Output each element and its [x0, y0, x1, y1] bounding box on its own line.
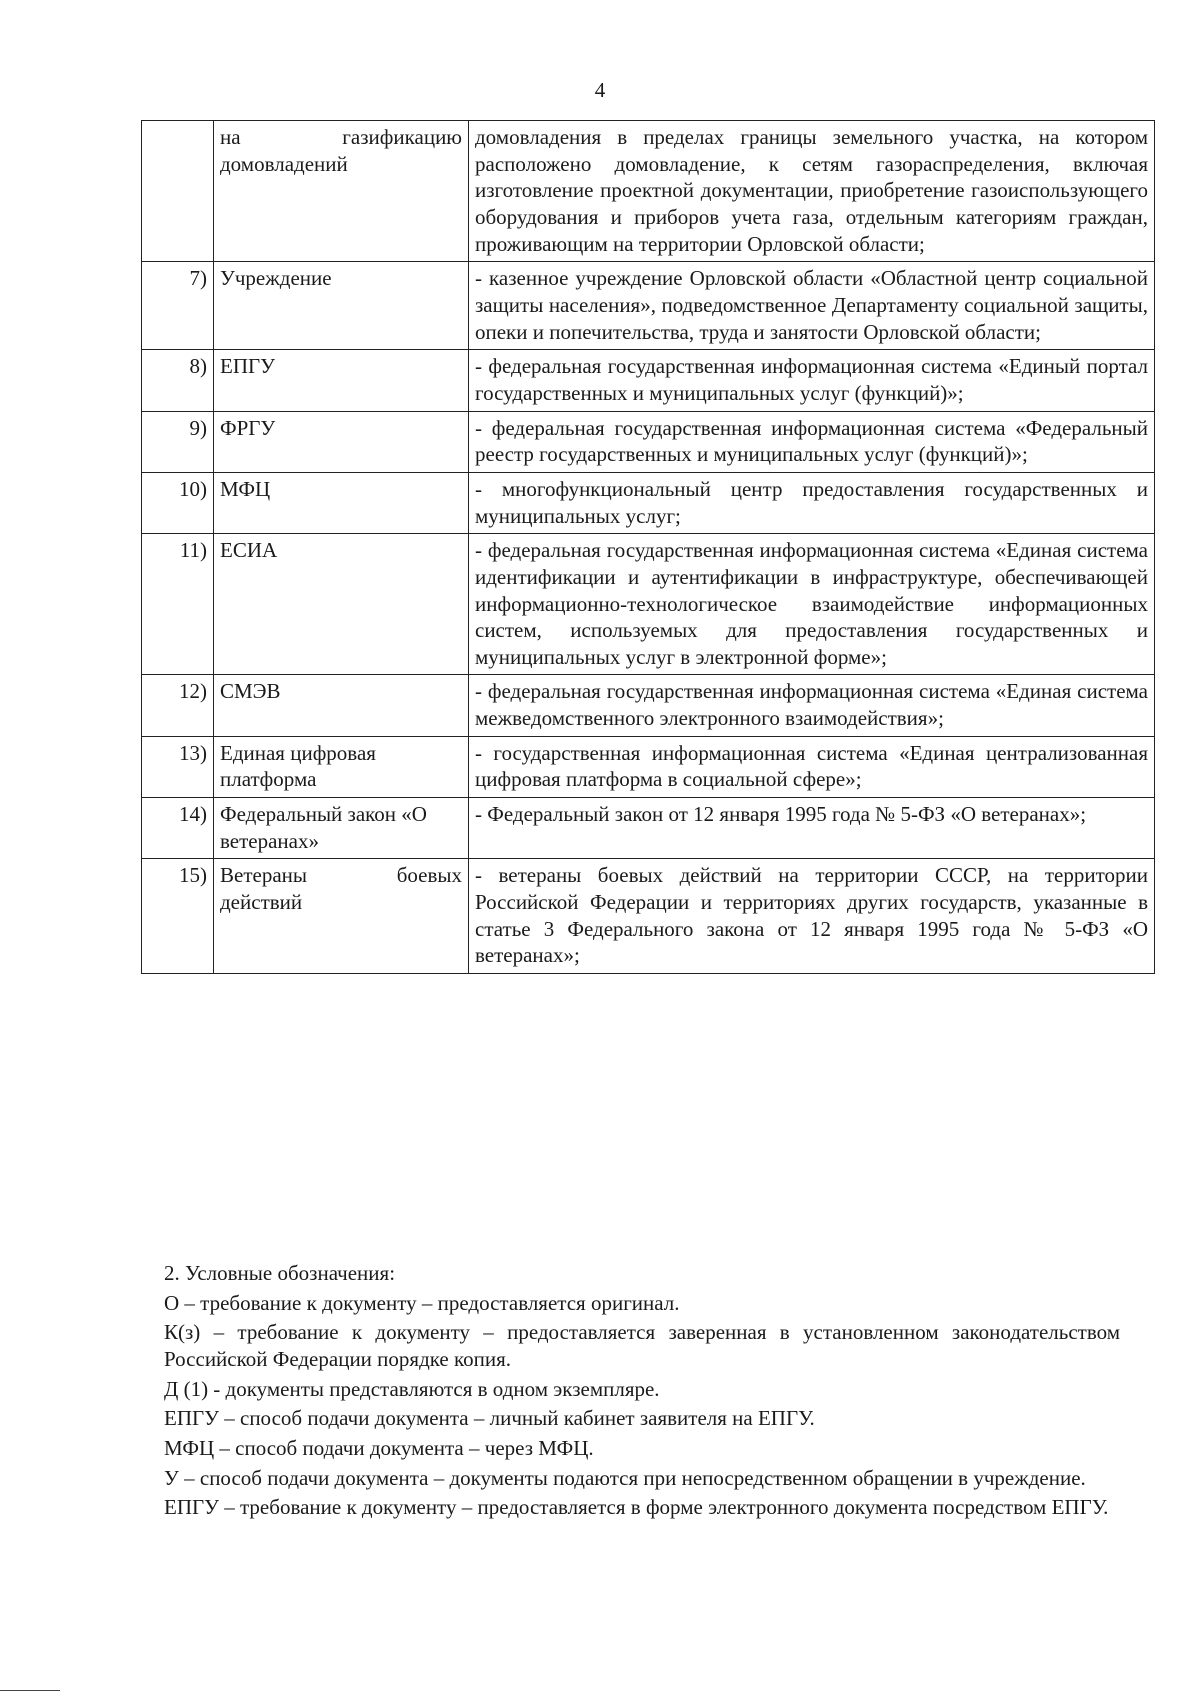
row-term: ЕПГУ — [214, 350, 469, 411]
row-term: ЕСИА — [214, 534, 469, 675]
legend-notes — [164, 1260, 1120, 1524]
table-row — [142, 859, 1155, 974]
row-term: МФЦ — [214, 472, 469, 533]
row-number: 8) — [142, 350, 214, 411]
note-item: К(з) – требование к документу – предоставляется заверенная в установленном законодательством Российской Федерации порядке копия. — [164, 1320, 1120, 1371]
row-number: 14) — [142, 798, 214, 859]
row-number: 15) — [142, 859, 214, 974]
table-row — [142, 121, 1155, 262]
row-term: Единая цифровая платформа — [214, 736, 469, 797]
row-number: 13) — [142, 736, 214, 797]
row-definition: - государственная информационная система «Единая централизованная цифровая платформа в социальной сфере»; — [469, 736, 1155, 797]
note-item: У – способ подачи документа – документы подаются при непосредственном обращении в учреждение. — [164, 1465, 1086, 1490]
definitions-table — [141, 120, 1155, 974]
page-number: 4 — [594, 78, 606, 102]
row-definition: - ветераны боевых действий на территории СССР, на территории Российской Федерации и территориях других государств, указанные в статье 3 Федерального закона от 12 января 1995 года № 5-ФЗ «О ветеранах»; — [469, 859, 1155, 974]
footer-divider — [0, 1690, 60, 1691]
table-row — [142, 262, 1155, 350]
row-number: 12) — [142, 675, 214, 736]
row-number — [142, 121, 214, 262]
table-row — [142, 411, 1155, 472]
row-definition: - федеральная государственная информационная система «Единый портал государственных и муниципальных услуг (функций)»; — [469, 350, 1155, 411]
note-item: О – требование к документу – предоставляется оригинал. — [164, 1290, 680, 1315]
note-item: МФЦ – способ подачи документа – через МФЦ. — [164, 1435, 594, 1460]
note-item: Д (1) - документы представляются в одном экземпляре. — [164, 1376, 660, 1401]
row-definition: - федеральная государственная информационная система «Единая система идентификации и аутентификации в инфраструктуре, обеспечивающей информационно-технологическое взаимодействие информационных систем, используемых для предоставления государственных и муниципальных услуг в электронной форме»; — [469, 534, 1155, 675]
note-item: ЕПГУ – требование к документу – предоставляется в форме электронного документа посредством ЕПГУ. — [164, 1495, 1109, 1520]
table-row — [142, 534, 1155, 675]
row-definition: - федеральная государственная информационная система «Единая система межведомственного электронного взаимодействия»; — [469, 675, 1155, 736]
row-definition: - федеральная государственная информационная система «Федеральный реестр государственных и муниципальных услуг (функций)»; — [469, 411, 1155, 472]
row-term: Учреждение — [214, 262, 469, 350]
row-definition: - казенное учреждение Орловской области «Областной центр социальной защиты населения», подведомственное Департаменту социальной защиты, опеки и попечительства, труда и занятости Орловской области; — [469, 262, 1155, 350]
table-row — [142, 675, 1155, 736]
note-item: ЕПГУ – способ подачи документа – личный кабинет заявителя на ЕПГУ. — [164, 1406, 815, 1431]
row-term: Федеральный закон «О ветеранах» — [214, 798, 469, 859]
table-row — [142, 736, 1155, 797]
row-term: на газификацию домовладений — [214, 121, 469, 262]
row-term: СМЭВ — [214, 675, 469, 736]
row-number: 11) — [142, 534, 214, 675]
table-row — [142, 798, 1155, 859]
row-definition: - Федеральный закон от 12 января 1995 года № 5-ФЗ «О ветеранах»; — [469, 798, 1155, 859]
row-number: 7) — [142, 262, 214, 350]
row-number: 10) — [142, 472, 214, 533]
row-term: Ветераны боевых действий — [214, 859, 469, 974]
row-definition: - многофункциональный центр предоставления государственных и муниципальных услуг; — [469, 472, 1155, 533]
row-term: ФРГУ — [214, 411, 469, 472]
table-row — [142, 350, 1155, 411]
table-row — [142, 472, 1155, 533]
notes-title: 2. Условные обозначения: — [164, 1261, 396, 1285]
row-number: 9) — [142, 411, 214, 472]
row-definition: домовладения в пределах границы земельного участка, на котором расположено домовладение, к сетям газораспределения, включая изготовление проектной документации, приобретение газоиспользующего оборудования и приборов учета газа, отдельным категориям граждан, проживающим на территории Орловской области; — [469, 121, 1155, 262]
